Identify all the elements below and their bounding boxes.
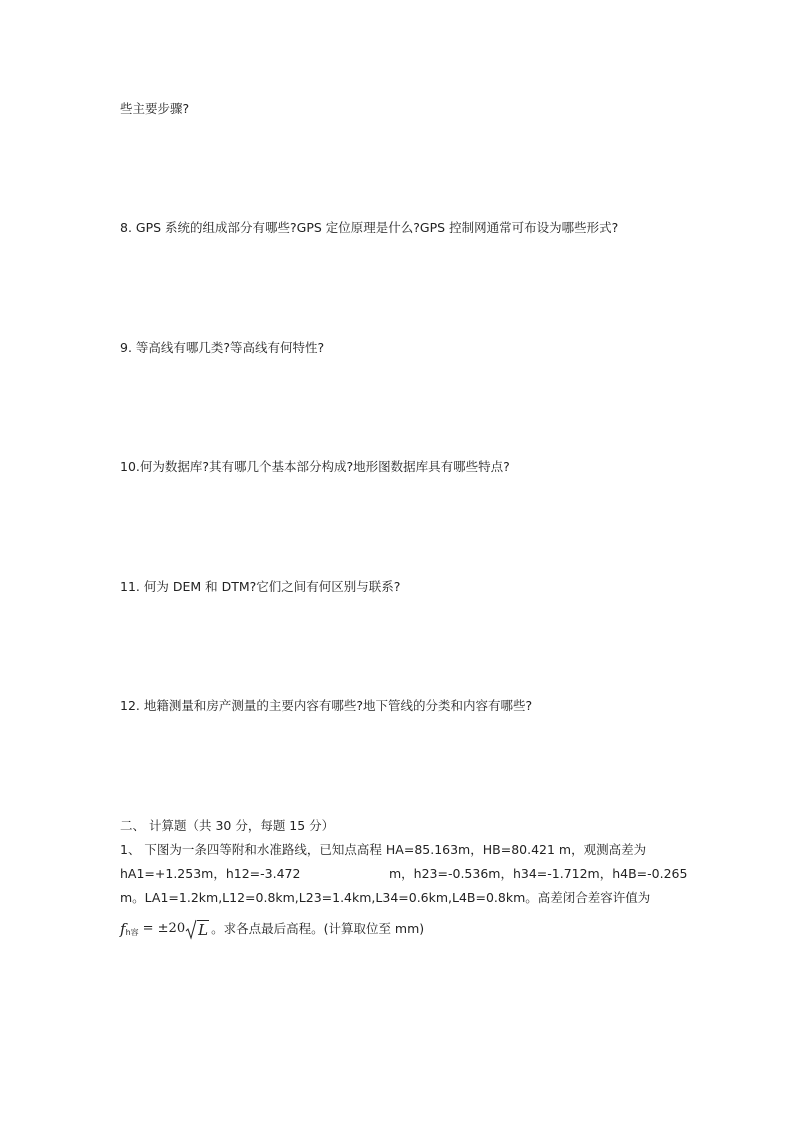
question-10: 10.何为数据库?其有哪几个基本部分构成?地形图数据库具有哪些特点? <box>120 459 510 474</box>
formula-subscript: h容 <box>125 928 139 937</box>
problem-line-1: 1、 下图为一条四等附和水准路线，已知点高程 HA=85.163m，HB=80.421 m，观测高差为 <box>120 842 647 857</box>
formula-rhs: = ±20 <box>142 921 186 936</box>
question-12: 12. 地籍测量和房产测量的主要内容有哪些?地下管线的分类和内容有哪些? <box>120 698 533 713</box>
square-root-icon <box>185 918 197 940</box>
problem-line-4: 。求各点最后高程。(计算取位至 mm) <box>211 921 425 936</box>
problem-line-2b: m，h23=-0.536m，h34=-1.712m，h4B=-0.265 <box>389 866 688 881</box>
question-8: 8. GPS 系统的组成部分有哪些?GPS 定位原理是什么?GPS 控制网通常可布设为哪些形式? <box>120 220 619 235</box>
continuation-text: 些主要步骤? <box>120 101 190 116</box>
formula-f: f <box>120 920 126 938</box>
formula-L: L <box>198 920 209 939</box>
problem-line-3: m。LA1=1.2km,L12=0.8km,L23=1.4km,L34=0.6km,L4B=0.8km。高差闭合差容许值为 <box>120 890 651 905</box>
problem-line-2a: hA1=+1.253m，h12=-3.472 <box>120 866 301 881</box>
question-11: 11. 何为 DEM 和 DTM?它们之间有何区别与联系? <box>120 579 401 594</box>
question-9: 9. 等高线有哪几类?等高线有何特性? <box>120 340 325 355</box>
tolerance-formula <box>120 918 424 940</box>
section-title: 二、 计算题（共 30 分，每题 15 分） <box>120 818 335 833</box>
